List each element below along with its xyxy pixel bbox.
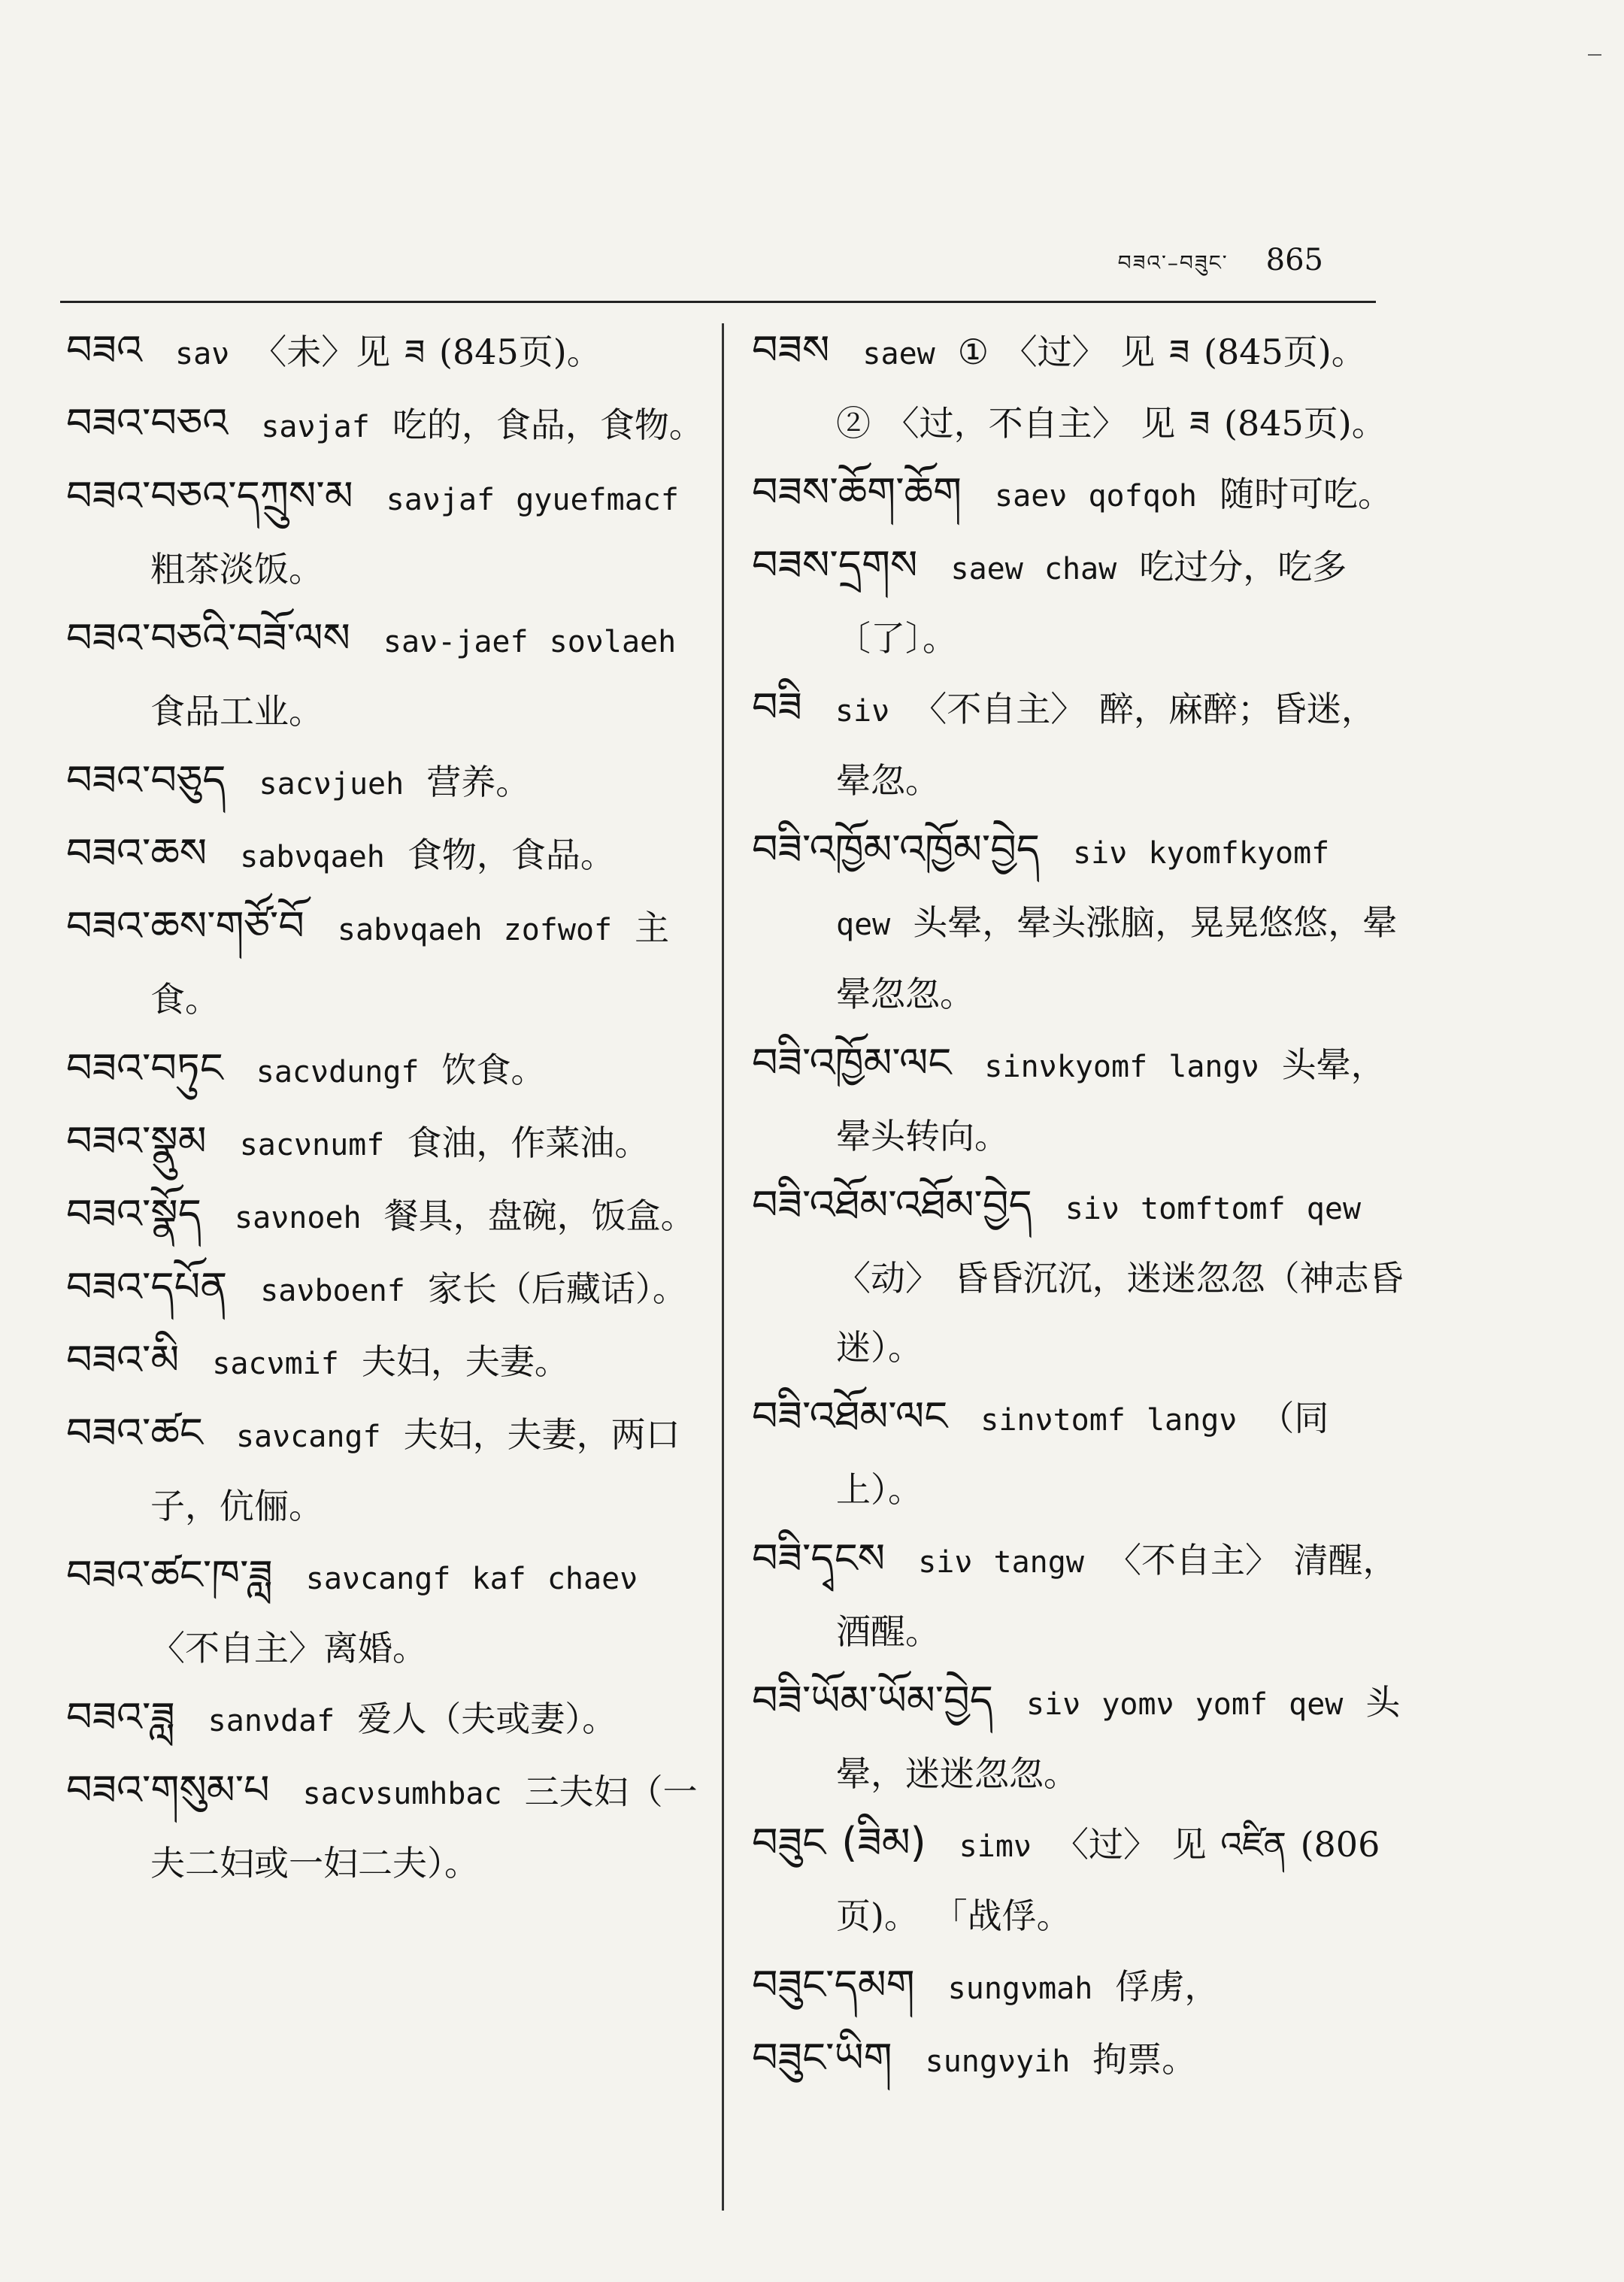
- dictionary-entry: [752, 1524, 1406, 1666]
- headword: བཟའ་ཆས་གཙོ་བོ: [66, 902, 304, 950]
- headword: བཟའ་བཏུང: [66, 1044, 223, 1092]
- dictionary-entry: [66, 1326, 705, 1399]
- headword: བཟས་ཆོག་ཆོག: [752, 468, 962, 516]
- definition: 夫妇，夫妻，两口子，伉俪。: [150, 1414, 680, 1526]
- headword: བཟི་དྭངས: [752, 1535, 886, 1582]
- definition: 随时可吃。: [1219, 474, 1392, 514]
- headword: བཟི: [752, 683, 802, 731]
- headword: བཟུང (ཟིམ): [752, 1819, 926, 1866]
- headword: བཟའ: [66, 326, 142, 374]
- headword: བཟའ་སྣོད: [66, 1190, 202, 1238]
- definition: 〈不自主〉离婚。: [150, 1628, 427, 1668]
- definition: 吃的，食品，食物。: [392, 405, 704, 445]
- definition: 〈过〉 见 འཛིན (806页)。 「战俘。: [836, 1824, 1380, 1936]
- romanization: siν tomftomf qew: [1065, 1192, 1362, 1226]
- romanization: sabνqaeh zofwof: [337, 913, 613, 947]
- dictionary-entry: [66, 1253, 705, 1326]
- romanization: sungνyih: [925, 2044, 1071, 2079]
- romanization: saνboenf: [260, 1274, 405, 1308]
- romanization: sacνdungf: [256, 1055, 420, 1089]
- column-divider: [722, 323, 724, 2211]
- dictionary-entry: [66, 1541, 705, 1683]
- dictionary-entry: [66, 892, 705, 1034]
- romanization: saνcangf kaf chaeν: [305, 1562, 638, 1596]
- headword: བཟི་འཁྱོམ་ལང: [752, 1039, 952, 1086]
- right-column: [752, 316, 1406, 2096]
- definition: 〈不自主〉 醉，麻醉；昏迷，晕忽。: [836, 689, 1376, 801]
- dictionary-entry: [752, 531, 1406, 673]
- romanization: saeν qofqoh: [995, 479, 1197, 514]
- definition: 爱人（夫或妻）。: [357, 1699, 617, 1739]
- dictionary-entry: [752, 1950, 1406, 2023]
- headword: བཟའ་གསུམ་པ: [66, 1766, 270, 1814]
- romanization: sacνmif: [212, 1347, 339, 1381]
- definition: 拘票。: [1092, 2039, 1197, 2080]
- definition: 营养。: [426, 762, 531, 802]
- romanization: saνjaf gyuefmacf: [386, 483, 679, 517]
- dictionary-entry: [752, 1382, 1406, 1524]
- dictionary-entry: [752, 1666, 1406, 1808]
- definition: 〈动〉 昏昏沉沉，迷迷忽忽（神志昏迷）。: [836, 1258, 1404, 1368]
- headword: བཟའ་ཚང: [66, 1409, 203, 1456]
- definition: 头晕，迷迷忽忽。: [836, 1682, 1401, 1794]
- dictionary-entry: [66, 1107, 705, 1180]
- headword: བཟའ་ཟླ: [66, 1693, 175, 1741]
- headword: བཟའ་ཚང་ཁ་ཟླ: [66, 1551, 273, 1599]
- headword: བཟི་ཡོམ་ཡོམ་བྱེད: [752, 1677, 993, 1724]
- dictionary-entry: [66, 1034, 705, 1107]
- headword: བཟའ་བཅའ་དཀྲུས་མ: [66, 472, 353, 520]
- headword: བཟའ་མི: [66, 1336, 180, 1383]
- headword: བཟས་དྲགས: [752, 541, 918, 589]
- romanization: saν-jaef soνlaeh: [383, 625, 677, 659]
- scan-mark: [1588, 54, 1601, 56]
- definition: 吃过分，吃多〔了〕。: [836, 547, 1347, 659]
- dictionary-entry: [752, 458, 1406, 531]
- dictionary-entry: [752, 2023, 1406, 2096]
- dictionary-entry: [66, 604, 705, 746]
- header-range: བཟའ་–བཟུང་: [1117, 250, 1229, 275]
- romanization: saνcangf: [235, 1420, 381, 1454]
- definition: 头晕，晕头涨脑，晃晃悠悠，晕晕忽忽。: [836, 902, 1398, 1014]
- headword: བཟས: [752, 326, 830, 374]
- dictionary-entry: [752, 673, 1406, 815]
- header-rule: [60, 301, 1376, 303]
- headword: བཟའ་བཅའི་བཟོ་ལས: [66, 614, 350, 662]
- definition: 〈未〉见 ཟ (845页)。: [252, 332, 601, 372]
- romanization: sacνjueh: [259, 767, 404, 802]
- dictionary-entry: [752, 1171, 1406, 1382]
- definition: 粗茶淡饭。: [150, 549, 323, 589]
- definition: 饮食。: [441, 1050, 546, 1090]
- definition: 食物，食品。: [407, 835, 615, 875]
- romanization: sinνtomf langν: [980, 1403, 1238, 1438]
- romanization: sacνnumf: [239, 1128, 385, 1162]
- dictionary-entry: [66, 1399, 705, 1541]
- dictionary-entry: [752, 1808, 1406, 1950]
- dictionary-entry: [66, 1756, 705, 1898]
- romanization: sanνdaf: [208, 1704, 335, 1738]
- dictionary-entry: [66, 389, 705, 462]
- definition: 夫妇，夫妻。: [361, 1341, 569, 1382]
- romanization: sacνsumhbac: [302, 1777, 502, 1811]
- definition: 〈不自主〉 清醒，酒醒。: [836, 1540, 1398, 1652]
- definition: 三夫妇（一夫二妇或一妇二夫）。: [150, 1771, 698, 1883]
- dictionary-entry: [752, 1029, 1406, 1171]
- headword: བཟུང་ཡིག: [752, 2034, 892, 2081]
- romanization: sungνmah: [947, 1971, 1093, 2006]
- dictionary-entry: [66, 1683, 705, 1756]
- romanization: siν tangw: [918, 1545, 1084, 1580]
- dictionary-entry: [752, 316, 1406, 458]
- dictionary-entry: [66, 746, 705, 819]
- definition: 食品工业。: [150, 691, 323, 732]
- romanization: siν yomν yomf qew: [1026, 1687, 1344, 1722]
- romanization: simν: [959, 1829, 1032, 1864]
- headword: བཟི་འཐོམ་འཐོམ་བྱེད: [752, 1181, 1032, 1229]
- romanization: siν kyomfkyomf qew: [836, 836, 1330, 942]
- romanization: sabνqaeh: [240, 840, 385, 874]
- headword: བཟི་འཁྱོམ་འཁྱོམ་བྱེད: [752, 826, 1041, 873]
- romanization: saνjaf: [261, 410, 370, 444]
- definition: 餐具，盘碗，饭盒。: [383, 1196, 695, 1236]
- dictionary-entry: [752, 815, 1406, 1029]
- headword: བཟའ་སྣུམ: [66, 1117, 207, 1165]
- romanization: saνnoeh: [235, 1201, 362, 1235]
- romanization: saν: [174, 337, 230, 371]
- left-column: [66, 316, 705, 1898]
- romanization: siν: [835, 694, 890, 729]
- dictionary-entry: [66, 1180, 705, 1253]
- headword: བཟའ་བཅའ: [66, 399, 229, 447]
- dictionary-entry: [66, 316, 705, 389]
- definition: 俘虏，: [1115, 1966, 1220, 2007]
- definition: 家长（后藏话）。: [427, 1268, 687, 1309]
- dictionary-entry: [66, 819, 705, 892]
- romanization: sinνkyomf langν: [984, 1050, 1259, 1084]
- headword: བཟའ་དཔོན: [66, 1263, 228, 1311]
- definition: 头晕，晕头转向。: [836, 1044, 1386, 1156]
- dictionary-entry: [66, 462, 705, 604]
- page-header: [1118, 239, 1323, 299]
- romanization: saew chaw: [950, 552, 1117, 586]
- definition: （同上）。: [836, 1398, 1329, 1510]
- page-number: 865: [1265, 243, 1323, 277]
- definition: 主食。: [150, 908, 670, 1020]
- definition: ① 〈过〉 见 ཟ (845页)。 ② 〈过，不自主〉 见 ཟ (845页)。: [836, 332, 1386, 444]
- headword: བཟའ་བཅུད: [66, 756, 226, 804]
- headword: བཟུང་དམག: [752, 1961, 915, 2008]
- headword: བཟི་འཐོམ་ལང: [752, 1393, 948, 1440]
- romanization: saew: [862, 337, 935, 371]
- headword: བཟའ་ཆས: [66, 829, 208, 877]
- definition: 食油，作菜油。: [407, 1123, 650, 1163]
